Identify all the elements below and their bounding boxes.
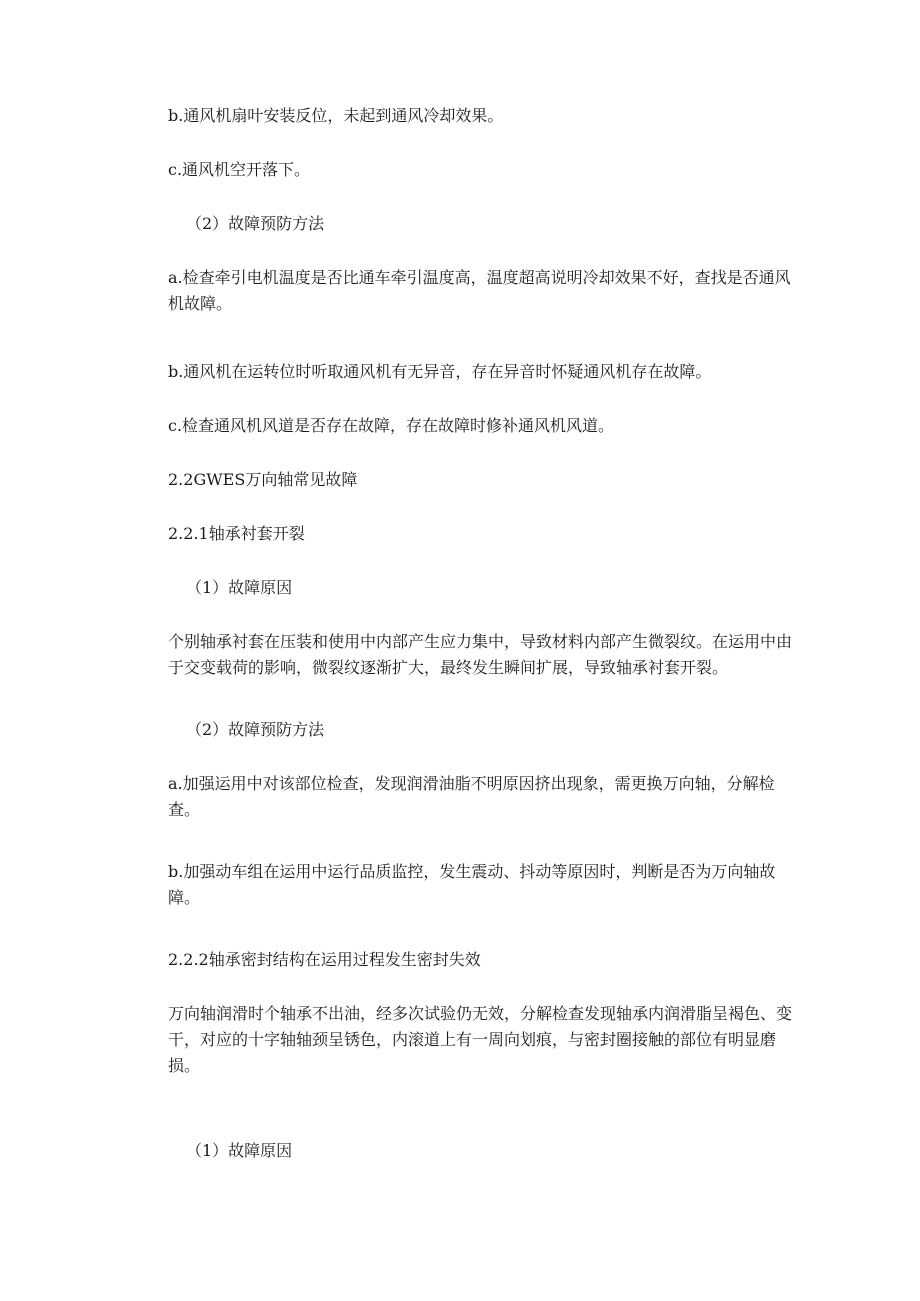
paragraph-item-b-monitoring: b.加强动车组在运用中运行品质监控，发生震动、抖动等原因时，判断是否为万向轴故障。	[168, 862, 776, 907]
subheading-cause: （1）故障原因	[186, 578, 293, 597]
subheading-prevention: （2）故障预防方法	[186, 214, 325, 233]
paragraph-item-b-fan-blade: b.通风机扇叶安装反位，未起到通风冷却效果。	[168, 106, 504, 125]
section-heading-2-2: 2.2GWES万向轴常见故障	[168, 470, 358, 489]
paragraph-item-a-inspection: a.加强运用中对该部位检查，发现润滑油脂不明原因挤出现象，需更换万向轴，分解检查。	[168, 774, 775, 819]
subheading-cause-2: （1）故障原因	[186, 1141, 293, 1160]
paragraph-item-a-motor-temp: a.检查牵引电机温度是否比通车牵引温度高，温度超高说明冷却效果不好，查找是否通风机故障。	[168, 268, 791, 313]
paragraph-seal-failure-description: 万向轴润滑时个轴承不出油，经多次试验仍无效，分解检查发现轴承内润滑脂呈褐色、变干，对应的十字轴轴颈呈锈色，内滚道上有一周向划痕，与密封圈接触的部位有明显磨损。	[168, 1004, 793, 1075]
paragraph-item-c-fan-duct: c.检查通风机风道是否存在故障，存在故障时修补通风机风道。	[168, 416, 615, 435]
paragraph-bushing-crack-cause: 个别轴承衬套在压装和使用中内部产生应力集中，导致材料内部产生微裂纹。在运用中由于交变载荷的影响，微裂纹逐渐扩大，最终发生瞬间扩展，导致轴承衬套开裂。	[168, 632, 793, 677]
paragraph-item-c-fan-breaker: c.通风机空开落下。	[168, 160, 311, 179]
subheading-prevention-2: （2）故障预防方法	[186, 720, 325, 739]
paragraph-item-b-fan-noise: b.通风机在运转位时听取通风机有无异音，存在异音时怀疑通风机存在故障。	[168, 362, 712, 381]
section-heading-2-2-2: 2.2.2轴承密封结构在运用过程发生密封失效	[168, 950, 481, 969]
section-heading-2-2-1: 2.2.1轴承衬套开裂	[168, 524, 305, 543]
